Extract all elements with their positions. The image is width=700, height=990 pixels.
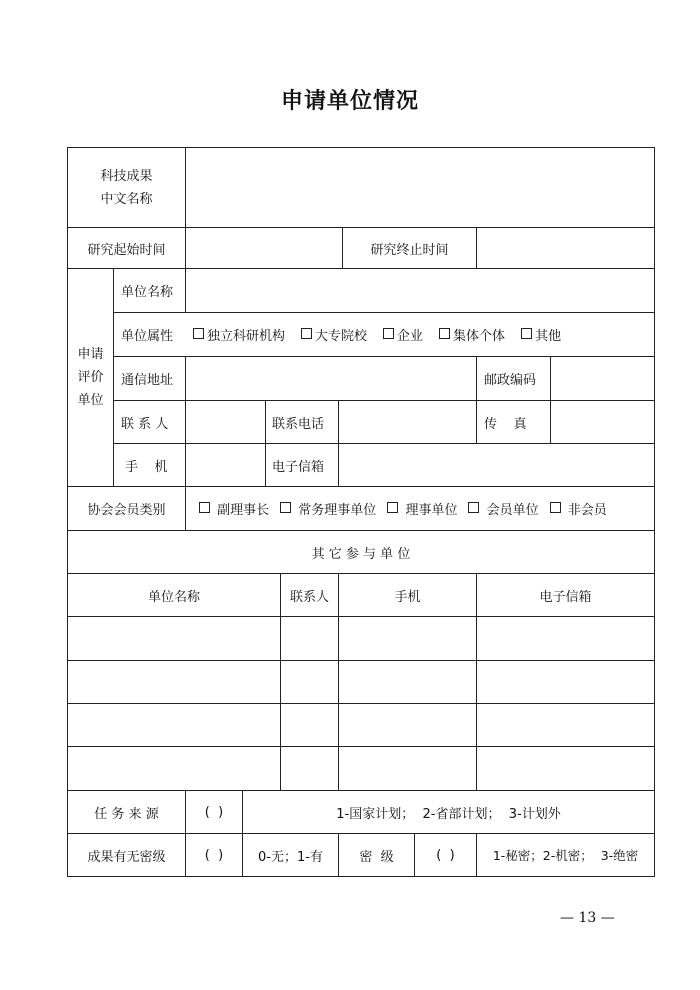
checkbox[interactable] [193, 328, 204, 339]
achievement-name-label-line1: 科技成果 [100, 168, 153, 184]
option-label: 非会员 [567, 503, 607, 518]
research-start-field[interactable] [186, 228, 342, 268]
option-label: 独立科研机构 [207, 329, 286, 344]
option-label: 会员单位 [486, 503, 539, 518]
member-option[interactable] [468, 499, 538, 518]
unit-attr-option[interactable] [521, 325, 561, 344]
col-header-mobile: 手机 [394, 589, 421, 605]
mobile-label: 手 机 [125, 459, 168, 475]
email-label: 电子信箱 [272, 459, 325, 475]
task-source-input[interactable]: ( ) [204, 804, 224, 820]
unit-attr-option[interactable] [193, 325, 285, 344]
col-header-unit-name: 单位名称 [147, 589, 200, 605]
option-label: 大专院校 [315, 329, 368, 344]
checkbox[interactable] [199, 502, 210, 513]
col-header-email: 电子信箱 [539, 589, 592, 605]
option-label: 副理事长 [217, 503, 270, 518]
checkbox[interactable] [280, 502, 291, 513]
achievement-name-label [68, 148, 185, 227]
fax-label: 传 真 [484, 416, 527, 432]
unit-name-label: 单位名称 [121, 285, 174, 300]
address-field[interactable] [186, 357, 476, 400]
table-row[interactable] [68, 704, 654, 746]
task-source-label: 任 务 来 源 [94, 806, 159, 822]
member-option[interactable] [280, 499, 376, 518]
checkbox[interactable] [468, 502, 479, 513]
research-end-field[interactable] [477, 228, 654, 268]
unit-attr-option[interactable] [301, 325, 367, 344]
unit-name-field[interactable] [186, 269, 654, 312]
achievement-name-label-line2: 中文名称 [100, 191, 153, 207]
option-label: 理事单位 [405, 503, 458, 518]
option-label: 企业 [397, 329, 424, 344]
other-units-heading: 其 它 参 与 单 位 [311, 546, 411, 562]
member-option[interactable] [387, 499, 457, 518]
fax-field[interactable] [551, 401, 654, 443]
table-row[interactable] [68, 747, 654, 790]
mobile-field[interactable] [186, 444, 265, 486]
research-start-label: 研究起始时间 [87, 242, 166, 258]
postcode-label: 邮政编码 [484, 373, 537, 388]
achievement-name-field[interactable] [186, 148, 654, 227]
col-header-contact: 联系人 [289, 589, 329, 605]
applicant-label-line3: 单位 [77, 393, 104, 408]
postcode-field[interactable] [551, 357, 654, 400]
phone-field[interactable] [339, 401, 476, 443]
member-option[interactable] [199, 499, 269, 518]
checkbox[interactable] [383, 328, 394, 339]
table-row[interactable] [68, 617, 654, 660]
option-label: 其他 [535, 329, 562, 344]
unit-attr-option[interactable] [383, 325, 423, 344]
phone-label: 联系电话 [272, 416, 325, 432]
member-type-options [199, 487, 654, 530]
secret-level-label: 密 级 [359, 849, 394, 865]
unit-attr-label: 单位属性 [121, 329, 174, 344]
email-field[interactable] [339, 444, 654, 486]
applicant-unit-label [68, 269, 113, 486]
page-title: 申请单位情况 [280, 89, 419, 114]
applicant-label-line2: 评价 [77, 370, 104, 385]
page-number: — 13 — [560, 910, 615, 926]
contact-label: 联 系 人 [121, 416, 169, 432]
research-end-label: 研究终止时间 [370, 242, 449, 258]
option-label: 常务理事单位 [298, 503, 377, 518]
checkbox[interactable] [521, 328, 532, 339]
table-row[interactable] [68, 661, 654, 703]
contact-field[interactable] [186, 401, 265, 443]
applicant-label-line1: 申请 [77, 347, 104, 362]
checkbox[interactable] [550, 502, 561, 513]
unit-attr-options [193, 313, 653, 356]
task-source-options: 1-国家计划； 2-省部计划； 3-计划外 [336, 806, 561, 822]
secret-has-input[interactable]: ( ) [204, 847, 224, 863]
member-option[interactable] [550, 499, 607, 518]
checkbox[interactable] [439, 328, 450, 339]
member-type-label: 协会会员类别 [87, 503, 166, 518]
secret-level-options: 1-秘密；2-机密； 3-绝密 [492, 848, 639, 863]
secret-has-label: 成果有无密级 [87, 849, 166, 865]
address-label: 通信地址 [121, 373, 174, 388]
secret-level-input[interactable]: ( ) [436, 847, 455, 863]
secret-has-options: 0-无；1-有 [258, 849, 323, 865]
checkbox[interactable] [301, 328, 312, 339]
checkbox[interactable] [387, 502, 398, 513]
unit-attr-option[interactable] [439, 325, 505, 344]
option-label: 集体个体 [453, 329, 506, 344]
